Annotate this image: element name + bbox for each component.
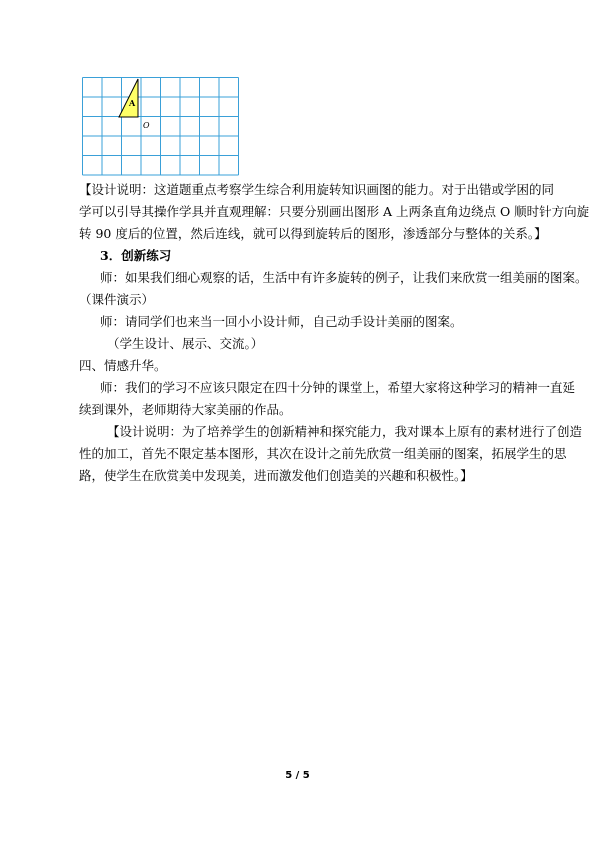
paragraph-line: 路，使学生在欣赏美中发现美，进而激发他们创造美的兴趣和积极性。】 — [79, 468, 473, 483]
paragraph-line: 四、情感升华。 — [79, 358, 167, 373]
text-body — [79, 179, 590, 487]
paragraph-line: 师：如果我们细心观察的话，生活中有许多旋转的例子，让我们来欣赏一组美丽的图案。 — [100, 270, 588, 285]
triangle-label: A — [129, 98, 136, 108]
point-o-label: O — [143, 121, 150, 130]
paragraph-line: （课件演示） — [79, 292, 155, 307]
section-heading: 3．创新练习 — [100, 248, 172, 263]
grid-svg — [82, 77, 239, 176]
paragraph-line: 续到课外，老师期待大家美丽的作品。 — [79, 402, 292, 417]
paragraph-line: 【设计说明：为了培养学生的创新精神和探究能力，我对课本上原有的素材进行了创造 — [107, 424, 583, 439]
page-number: 5 / 5 — [285, 770, 310, 781]
paragraph-line: 师：请同学们也来当一回小小设计师，自己动手设计美丽的图案。 — [100, 314, 463, 329]
paragraph-line: 【设计说明：这道题重点考察学生综合利用旋转知识画图的能力。对于出错或学困的同 — [79, 182, 555, 197]
rotation-grid-figure — [82, 77, 239, 176]
paragraph-line: （学生设计、展示、交流。） — [107, 336, 264, 351]
paragraph-line: 性的加工，首先不限定基本图形，其次在设计之前先欣赏一组美丽的图案，拓展学生的思 — [79, 446, 567, 461]
grid-lines — [83, 78, 239, 176]
paragraph-line: 转 90 度后的位置，然后连线，就可以得到旋转后的图形，渗透部分与整体的关系。】 — [79, 226, 547, 241]
paragraph-line: 学可以引导其操作学具并直观理解：只要分别画出图形 A 上两条直角边绕点 O 顺时针方向旋 — [79, 204, 590, 219]
paragraph-line: 师：我们的学习不应该只限定在四十分钟的课堂上，希望大家将这种学习的精神一直延 — [100, 380, 576, 395]
